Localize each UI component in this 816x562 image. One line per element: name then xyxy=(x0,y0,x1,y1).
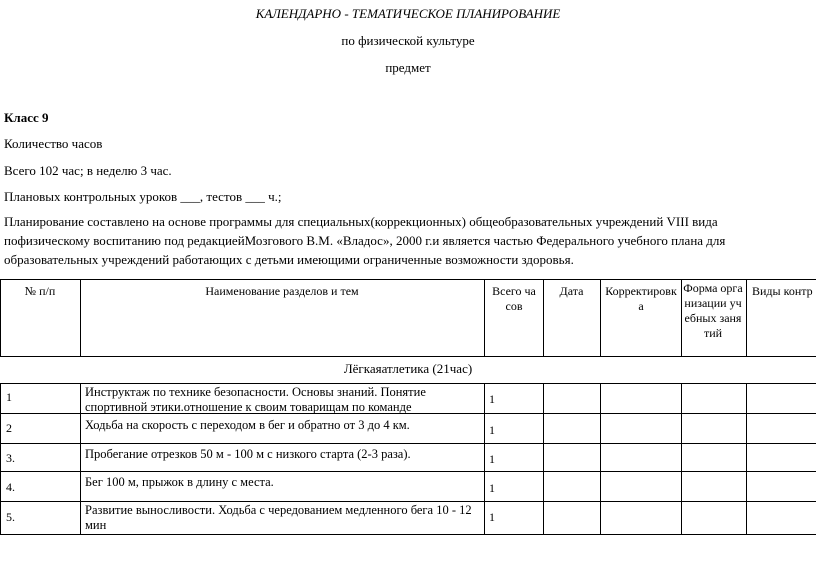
row-3-num: 3. xyxy=(6,451,15,465)
hours-label: Количество часов xyxy=(4,136,103,151)
row-5-num: 5. xyxy=(6,510,15,524)
col-header-form: Форма организации учебных занятий xyxy=(683,281,743,340)
row-5-topic: Развитие выносливости. Ходьба с чередованием медленного бега 10 - 12 мин xyxy=(85,503,472,532)
col-header-topic: Наименование разделов и тем xyxy=(205,284,359,298)
row-1-num: 1 xyxy=(6,390,12,404)
col-header-control: Виды контр xyxy=(752,284,813,298)
page-title: КАЛЕНДАРНО - ТЕМАТИЧЕСКОЕ ПЛАНИРОВАНИЕ xyxy=(255,6,561,21)
row-3-hours: 1 xyxy=(489,452,495,466)
row-4-hours: 1 xyxy=(489,481,495,495)
col-header-num: № п/п xyxy=(24,284,56,298)
row-2-num: 2 xyxy=(6,421,12,435)
subject: по физической культуре xyxy=(341,33,475,48)
control-lessons: Плановых контрольных уроков ___, тестов ___ ч.; xyxy=(4,189,282,204)
row-2-topic: Ходьба на скорость с переходом в бег и обратно от 3 до 4 км. xyxy=(85,418,410,432)
planning-paragraph: Планирование составлено на основе программы для специальных(коррекционных) общеобразовательных учреждений VIII вида пофизическому воспитанию под редакциейМозгового В.М. «Владос», 2000 г.и является частью Федерального учебного плана для образовательных учреждений работающих с детьми имеющими ограниченные возможности здоровья. xyxy=(4,214,726,267)
section-title: Лёгкаяатлетика (21час) xyxy=(343,361,473,376)
row-1-hours: 1 xyxy=(489,392,495,406)
col-header-hours: Всего часов xyxy=(492,284,536,313)
row-4-num: 4. xyxy=(6,480,15,494)
class-label: Класс 9 xyxy=(4,110,49,125)
subject-label: предмет xyxy=(385,60,431,75)
row-2-hours: 1 xyxy=(489,423,495,437)
row-3-topic: Пробегание отрезков 50 м - 100 м с низкого старта (2-3 раза). xyxy=(85,447,411,461)
col-header-date: Дата xyxy=(559,284,584,298)
hours-total: Всего 102 час; в неделю 3 час. xyxy=(4,163,172,178)
row-1-topic: Инструктаж по технике безопасности. Основы знаний. Понятие спортивной этики.отношение к своим товарищам по команде xyxy=(85,385,426,414)
row-5-hours: 1 xyxy=(489,510,495,524)
row-4-topic: Бег 100 м, прыжок в длину с места. xyxy=(85,475,274,489)
col-header-correction: Корректировка xyxy=(605,284,677,313)
schedule-table xyxy=(0,279,816,562)
